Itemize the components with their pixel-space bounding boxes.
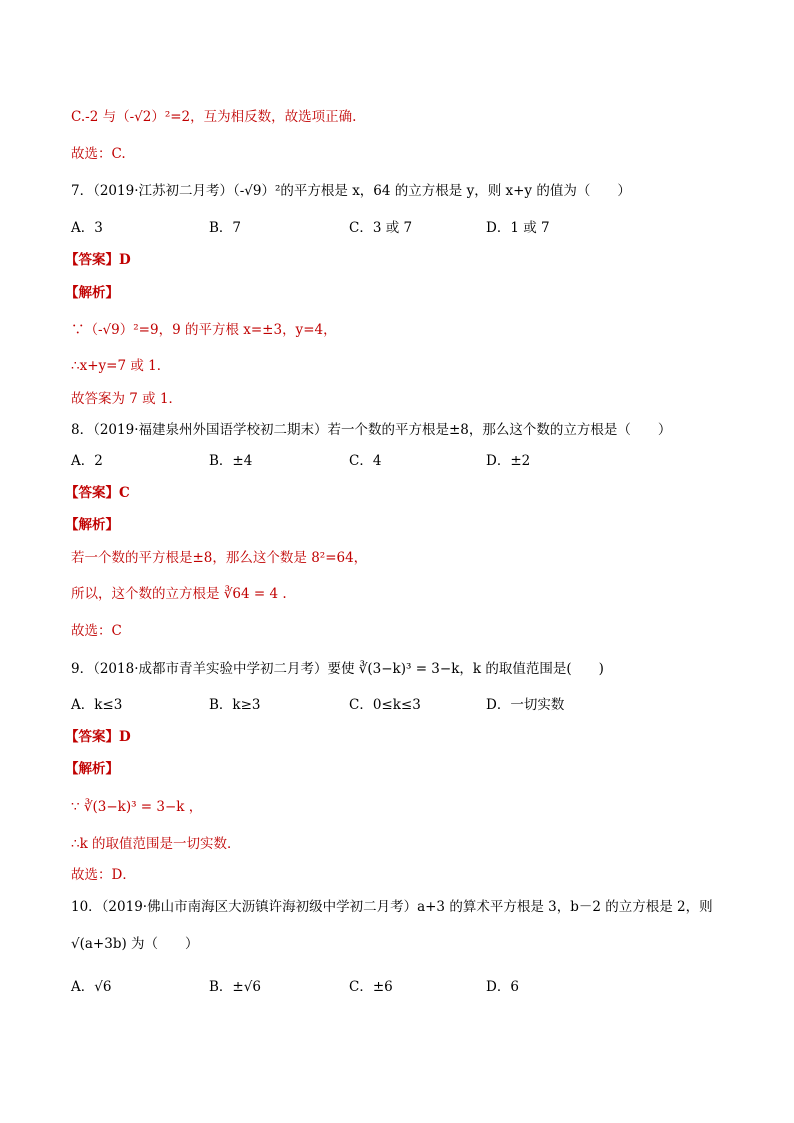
analysis-tag: 【解析】 (65, 517, 119, 533)
solution-line: 故选：C (71, 623, 122, 639)
option-b[interactable]: B．7 (209, 220, 242, 236)
solution-line: ∴x+y=7 或 1． (71, 358, 171, 374)
solution-line: 所以，这个数的立方根是 ∛64 = 4 . (71, 586, 287, 602)
question-8: 8．（2019·福建泉州外国语学校初二期末）若一个数的平方根是±8，那么这个数的立方根是（ ） (71, 422, 672, 438)
solution-line: 故选：D． (71, 867, 136, 883)
option-b[interactable]: B．k≥3 (209, 697, 261, 713)
option-b[interactable]: B．±4 (209, 453, 253, 469)
question-10-options (71, 978, 631, 996)
solution-line: ∵ ∛(3−k)³ = 3−k ， (71, 799, 203, 815)
option-a[interactable]: A．k≤3 (71, 697, 123, 713)
option-d[interactable]: D．±2 (486, 453, 531, 469)
analysis-tag: 【解析】 (65, 761, 119, 777)
option-c[interactable]: C．±6 (349, 979, 393, 995)
option-a[interactable]: A．3 (71, 220, 103, 236)
question-9: 9．（2018·成都市青羊实验中学初二月考）要使 ∛(3−k)³ = 3−k，k 的取值范围是( ) (71, 661, 604, 677)
option-c-explanation: C.-2 与（-√2）²=2，互为相反数，故选项正确. (71, 109, 357, 125)
option-c[interactable]: C．0≤k≤3 (349, 697, 421, 713)
option-b[interactable]: B．±√6 (209, 979, 261, 995)
question-7: 7．（2019·江苏初二月考）（-√9）²的平方根是 x，64 的立方根是 y，则 x+y 的值为（ ） (71, 183, 631, 199)
question-7-options (71, 219, 631, 237)
solution-line: ∴k 的取值范围是一切实数． (71, 836, 241, 852)
option-d[interactable]: D．1 或 7 (486, 220, 550, 236)
analysis-tag: 【解析】 (65, 285, 119, 301)
question-10: 10．（2019·佛山市南海区大沥镇许海初级中学初二月考）a+3 的算术平方根是 3，b－2 的立方根是 2，则 (71, 899, 713, 915)
answer-tag: 【答案】D (65, 252, 131, 268)
answer-line: 故选：C. (71, 146, 126, 162)
question-8-options (71, 452, 631, 470)
answer-tag: 【答案】C (65, 485, 130, 501)
answer-tag: 【答案】D (65, 729, 131, 745)
option-d[interactable]: D．6 (486, 979, 519, 995)
option-c[interactable]: C．3 或 7 (349, 220, 413, 236)
solution-line: 故答案为 7 或 1． (71, 391, 183, 407)
solution-line: 若一个数的平方根是±8，那么这个数是 8²=64， (71, 550, 368, 566)
option-d[interactable]: D．一切实数 (486, 697, 565, 713)
question-9-options (71, 696, 631, 714)
option-a[interactable]: A．√6 (71, 979, 112, 995)
option-c[interactable]: C．4 (349, 453, 382, 469)
question-10-continued: √(a+3b) 为（ ） (71, 936, 199, 952)
solution-line: ∵（-√9）²=9，9 的平方根 x=±3，y=4， (71, 322, 337, 338)
option-a[interactable]: A．2 (71, 453, 103, 469)
